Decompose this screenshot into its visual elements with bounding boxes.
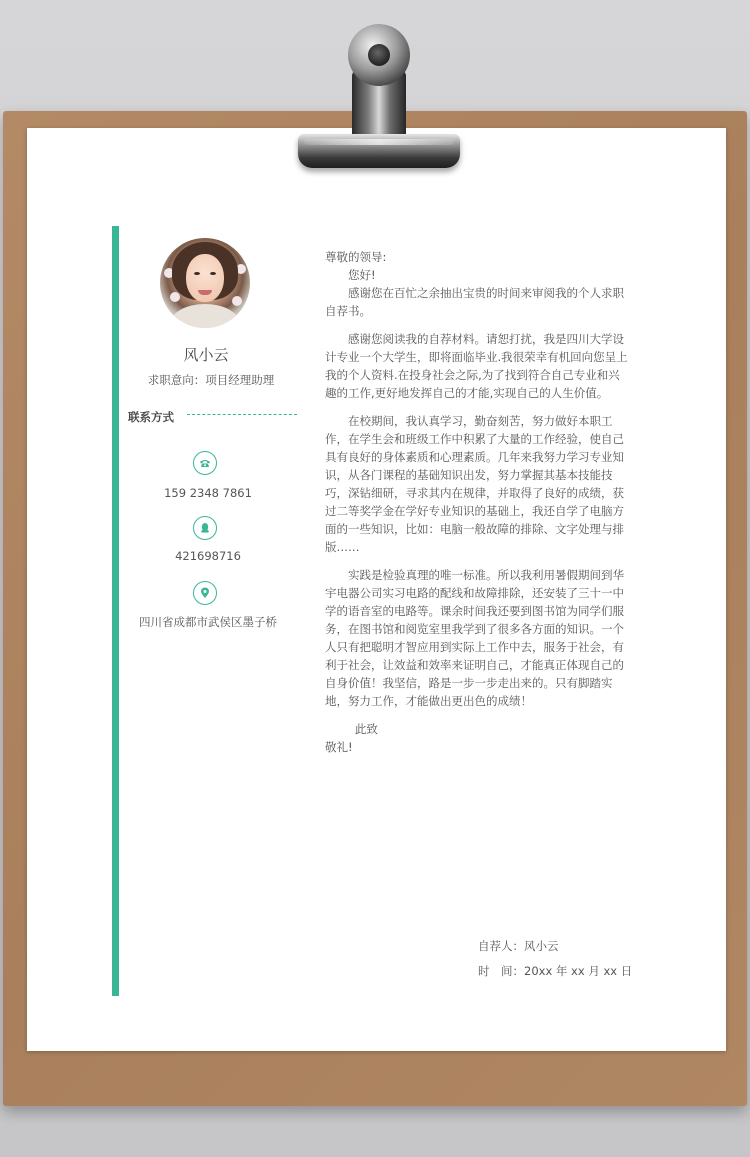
paragraph-2: 感谢您阅读我的自荐材料。请恕打扰，我是四川大学设计专业一个大学生，即将面临毕业.我很荣幸有机回向您呈上我的个人资料.在投身社会之际,为了找到符合自己专业和兴趣的工作,更好地发挥自己的才能,实现自己的人生价值。: [325, 332, 628, 400]
paragraph-1: 感谢您在百忙之余抽出宝贵的时间来审阅我的个人求职自荐书。: [325, 286, 624, 318]
paragraph-3: 在校期间，我认真学习，勤奋刻苦，努力做好本职工作，在学生会和班级工作中积累了大量的工作经验，使自己具有良好的身体素质和心理素质。几年来我努力学习专业知识，从各门课程的基础知识出发，努力掌握其基本技能技巧，深钻细研，寻求其内在规律，并取得了良好的成绩，获过二等奖学金在学好专业知识的基础上，我还自学了电脑方面的一些知识，比如：电脑一般故障的排除、文字处理与排版……: [325, 414, 624, 554]
phone-icon: [193, 451, 217, 475]
closing-line-2: 敬礼!: [325, 740, 353, 754]
address: 四川省成都市武侯区墨子桥: [139, 615, 277, 629]
contact-section-title: 联系方式: [128, 410, 174, 424]
avatar: [160, 238, 250, 328]
phone-number: 159 2348 7861: [164, 486, 252, 500]
section-divider: [187, 414, 297, 415]
binder-clip-icon: [0, 0, 750, 180]
closing-line-1: 此致: [354, 722, 378, 736]
date-line: 时 间：20xx 年 xx 月 xx 日: [478, 964, 633, 978]
qq-icon: [193, 516, 217, 540]
job-intent: 求职意向：项目经理助理: [147, 373, 275, 387]
qq-number: 421698716: [175, 549, 241, 563]
salutation: 尊敬的领导:: [325, 250, 387, 264]
accent-bar: [112, 226, 119, 996]
cover-letter: [325, 248, 631, 756]
location-icon: [193, 581, 217, 605]
paragraph-4: 实践是检验真理的唯一标准。所以我利用暑假期间到华宇电器公司实习电路的配线和故障排除，还安装了三十一中学的语音室的电路等。课余时间我还要到图书馆为同学们服务，在图书馆和阅览室里我学到了很多各方面的知识。一个人只有把聪明才智应用到实际上工作中去，服务于社会，有利于社会，让效益和效率来证明自己，才能真正体现自己的自身价值！我坚信，路是一步一步走出来的。只有脚踏实地，努力工作，才能做出更出色的成绩！: [325, 568, 624, 708]
applicant-name: 风小云: [183, 346, 229, 364]
greeting: 您好!: [348, 268, 376, 282]
signer: 自荐人：风小云: [478, 939, 559, 953]
